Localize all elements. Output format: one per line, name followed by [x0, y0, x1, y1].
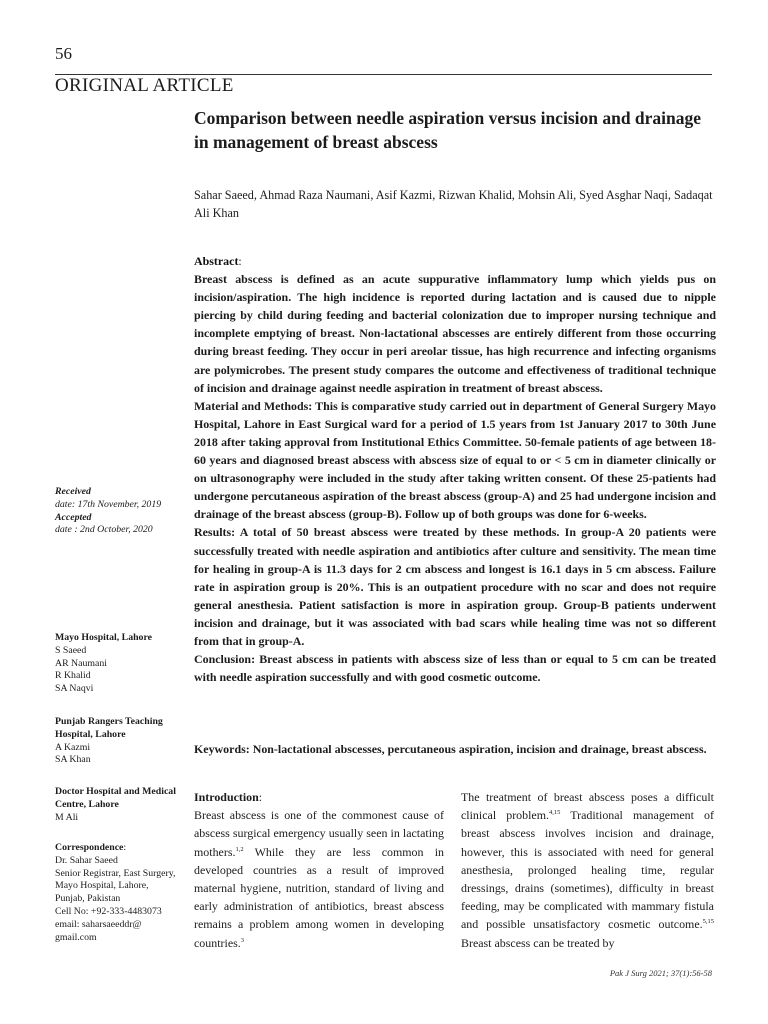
correspondence-email: email: saharsaeeddr@ gmail.com — [55, 918, 142, 943]
received-label: Received — [55, 486, 91, 497]
introduction-heading — [194, 788, 444, 806]
correspondence-colon: : — [123, 842, 127, 853]
affiliation-doctor-hospital — [55, 786, 180, 824]
methods-label: Material and Methods — [194, 398, 309, 413]
abstract-heading — [194, 252, 716, 270]
introduction-left-column — [194, 788, 444, 952]
keywords-text: : Non-lactational abscesses, percutaneous aspiration, incision and drainage, breast abscess. — [245, 742, 707, 756]
affiliation-member: SA Naqvi — [55, 683, 94, 695]
intro-left-text-2: While they are less common in developed countries as a result of improved maternal hygiene, nutrition, standard of living and early administration of antibiotics, breast abscess remains a problem among women in developing countries. — [194, 844, 444, 950]
methods-text: : This is comparative study carried out in department of General Surgery Mayo Hospital, Lahore in East Surgical ward for a period of 1.5 years from 1st January 2017 to 30th June 2018 after taking approval from Institutional Ethics Committee. 50-female patients of age between 18-60 years and diagnosed breast abscess with abscess size of equal to or < 5 cm in diameter clinically or on ultrasonography were included in the study after taking written consent. Of these 25-patients had undergone percutaneous aspiration of the breast abscess (group-A) and 25 had undergone incision and drainage of the breast abscess (group-B). Follow up of both groups was done for 6-weeks. — [194, 398, 716, 522]
introduction-heading-label: Introduction — [194, 790, 259, 804]
article-title: Comparison between needle aspiration versus incision and drainage in management of breast abscess — [194, 108, 702, 152]
accepted-label: Accepted — [55, 511, 92, 523]
affiliation-mayo — [55, 632, 180, 696]
affiliation-punjab-rangers — [55, 716, 180, 767]
abstract-results — [194, 523, 716, 650]
page-number: 56 — [55, 44, 72, 63]
received-date: date: 17th November, 2019 — [55, 498, 162, 510]
correspondence-cell: Cell No: +92-333-4483073 — [55, 905, 162, 917]
correspondence-name: Dr. Sahar Saeed — [55, 854, 118, 866]
abstract — [194, 252, 716, 686]
affiliation-institution: Mayo Hospital, Lahore — [55, 632, 152, 643]
citation-ref: 4,15 — [549, 809, 561, 817]
correspondence-label: Correspondence — [55, 842, 124, 853]
sidebar-dates — [55, 486, 180, 537]
abstract-methods — [194, 397, 716, 524]
correspondence-heading — [55, 842, 180, 855]
intro-right-text-1: The treatment of breast abscess poses a difficult clinical problem. — [461, 790, 714, 823]
abstract-heading-colon: : — [238, 254, 242, 268]
keywords-label: Keywords — [194, 742, 246, 756]
affiliation-member: SA Khan — [55, 754, 91, 766]
conclusion-text: : Breast abscess in patients with abscess size of less than or equal to 5 cm can be treated with needle aspiration successfully and with good cosmetic outcome. — [194, 652, 716, 685]
accepted-date: date : 2nd October, 2020 — [55, 524, 153, 536]
correspondence — [55, 842, 180, 944]
affiliation-member: S Saeed — [55, 644, 87, 656]
abstract-heading-label: Abstract — [194, 254, 239, 268]
conclusion-label: Conclusion — [194, 652, 252, 667]
abstract-conclusion — [194, 650, 716, 686]
affiliation-member: A Kazmi — [55, 741, 91, 753]
section-label: ORIGINAL ARTICLE — [55, 75, 234, 96]
introduction-heading-colon: : — [258, 790, 263, 804]
results-text: : A total of 50 breast abscess were treated by these methods. In group-A 20 patients were successfully treated with needle aspiration and antibiotics after culture and sensitivity. The mean time for healing in group-A is 11.3 days for 2 cm abscess and longest is 16.1 days in 5 cm abscess. Failure rate in aspiration group is 20%. This is an outpatient procedure with no scar and does not require general anesthesia. Patient satisfaction is more in aspiration group. Group-B patients underwent incision and drainage, but it was associated with bad scars while healing time was not so different from that in group-A. — [194, 525, 716, 648]
journal-citation: Pak J Surg 2021; 37(1):56-58 — [609, 968, 712, 978]
citation-ref: 3 — [240, 936, 244, 944]
affiliation-institution: Punjab Rangers Teaching Hospital, Lahore — [55, 716, 163, 740]
affiliation-member: M Ali — [55, 811, 79, 823]
intro-right-text-2: Traditional management of breast abscess involves incision and drainage, however, this is associated with need for general anesthesia, prolonged healing time, regular dressings, drains (sometimes), difficulty in breast feeding, may be complicated with mammary fistula and possible unsatisfactory cosmetic outcome. — [461, 808, 714, 932]
affiliation-institution: Doctor Hospital and Medical Centre, Lahore — [55, 786, 176, 810]
abstract-intro: Breast abscess is defined as an acute suppurative inflammatory lump which yields pus on incision/aspiration. The high incidence is reported during lactation and is caused due to nipple piercing by child during feeding and bacterial colonization due to improper nursing technique and incomplete emptying of breast. Non-lactational abscesses are entirely different from those occurring during breast feeding. They occur in peri areolar tissue, has high recurrence and infecting organisms are polymicrobes. The present study compares the outcome and effectiveness of traditional technique of incision and drainage against needle aspiration in treatment of breast abscess. — [194, 272, 716, 395]
introduction-paragraph-2 — [461, 788, 714, 952]
author-list: Sahar Saeed, Ahmad Raza Naumani, Asif Kazmi, Rizwan Khalid, Mohsin Ali, Syed Asghar Naqi, Sadaqat Ali Khan — [194, 188, 713, 220]
introduction-right-column — [461, 788, 714, 952]
affiliation-member: AR Naumani — [55, 657, 107, 669]
correspondence-address: Senior Registrar, East Surgery, Mayo Hospital, Lahore, Punjab, Pakistan — [55, 867, 176, 905]
intro-left-text-1: Breast abscess is one of the commonest cause of abscess surgical emergency usually seen in lactating mothers. — [194, 808, 444, 859]
keywords — [194, 740, 714, 758]
citation-ref: 1,2 — [235, 845, 244, 853]
citation-ref: 5,15 — [702, 918, 714, 926]
results-label: Results — [194, 525, 232, 540]
affiliation-member: R Khalid — [55, 670, 91, 682]
intro-right-text-3: Breast abscess can be treated by — [461, 935, 615, 950]
introduction-paragraph-1 — [194, 806, 444, 952]
